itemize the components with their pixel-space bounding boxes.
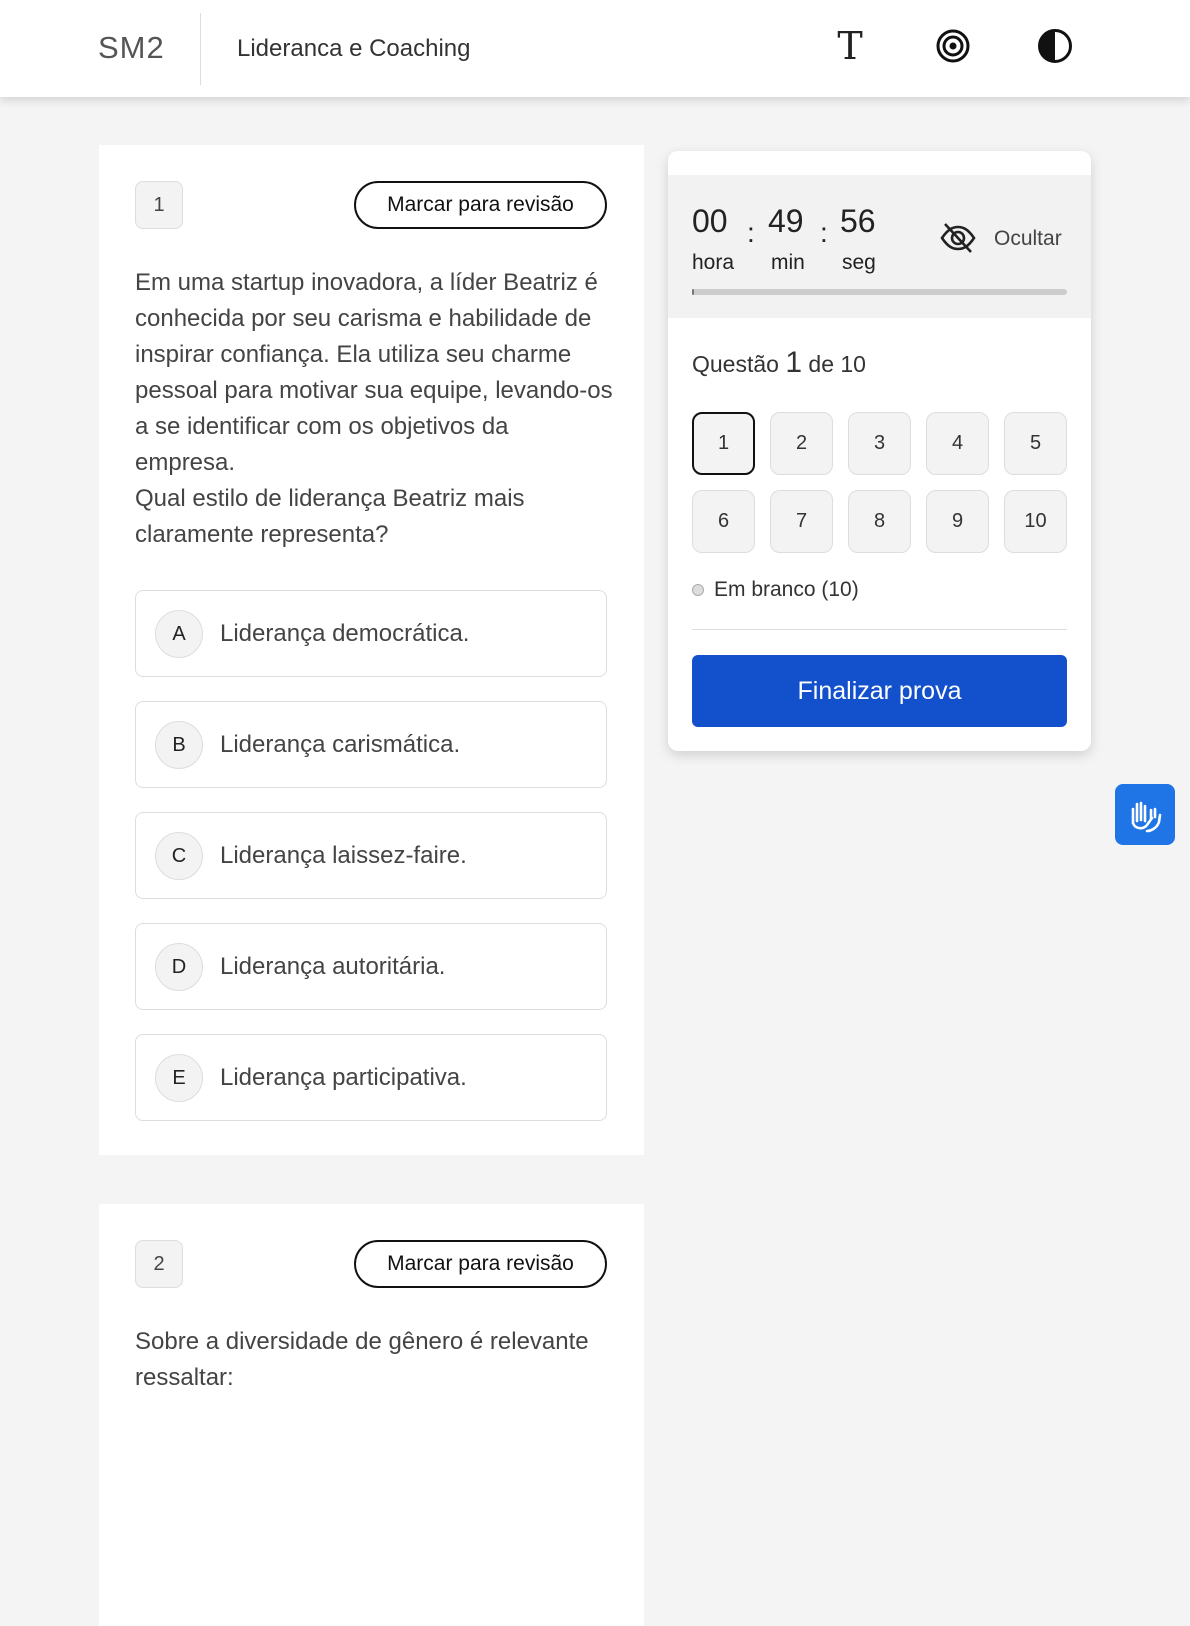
timer-minutes-label: min	[771, 251, 805, 274]
counter-suffix: de 10	[808, 351, 866, 377]
counter-prefix: Questão	[692, 351, 779, 377]
course-title: Lideranca e Coaching	[237, 35, 471, 62]
counter-current: 1	[785, 346, 803, 379]
question-statement: Em uma startup inovadora, a líder Beatriz é conhecida por seu carisma e habilidade de inspirar confiança. Ela utiliza seu charme pessoal para motivar sua equipe, levando-os a se identificar com os objetivos da empresa.	[135, 269, 613, 476]
nav-question-10[interactable]: 10	[1004, 490, 1067, 553]
timer-minutes: 49	[768, 203, 804, 239]
option-letter: D	[155, 943, 203, 991]
time-progress-fill	[692, 289, 694, 295]
option-d[interactable]	[135, 923, 607, 1010]
nav-question-6[interactable]: 6	[692, 490, 755, 553]
timer-separator: :	[747, 217, 755, 248]
finish-exam-button[interactable]: Finalizar prova	[692, 655, 1067, 727]
question-text	[135, 265, 615, 553]
nav-question-7[interactable]: 7	[770, 490, 833, 553]
option-letter: B	[155, 721, 203, 769]
question-card-1	[99, 145, 644, 1155]
timer-seconds-label: seg	[842, 251, 876, 274]
time-progress-bar	[692, 289, 1067, 295]
nav-question-4[interactable]: 4	[926, 412, 989, 475]
timer-seconds: 56	[840, 203, 876, 239]
option-letter: A	[155, 610, 203, 658]
header-divider	[200, 13, 201, 85]
exam-panel	[668, 151, 1091, 751]
nav-question-1[interactable]: 1	[692, 412, 755, 475]
brand-logo: SM2	[98, 30, 165, 65]
option-text: Liderança carismática.	[220, 731, 461, 758]
text-size-icon[interactable]: T	[837, 24, 863, 68]
option-c[interactable]	[135, 812, 607, 899]
option-text: Liderança autoritária.	[220, 953, 446, 980]
option-letter: E	[155, 1054, 203, 1102]
option-a[interactable]	[135, 590, 607, 677]
option-text: Liderança participativa.	[220, 1064, 467, 1091]
question-prompt: Qual estilo de liderança Beatriz mais claramente representa?	[135, 485, 525, 548]
blank-legend-dot	[692, 584, 704, 596]
question-card-2	[99, 1204, 644, 1626]
contrast-icon[interactable]	[1035, 26, 1075, 66]
option-e[interactable]	[135, 1034, 607, 1121]
nav-question-3[interactable]: 3	[848, 412, 911, 475]
nav-question-2[interactable]: 2	[770, 412, 833, 475]
nav-question-8[interactable]: 8	[848, 490, 911, 553]
mark-for-review-button[interactable]: Marcar para revisão	[354, 1240, 607, 1288]
question-number: 1	[135, 181, 183, 229]
mark-for-review-button[interactable]: Marcar para revisão	[354, 181, 607, 229]
timer	[668, 175, 1091, 318]
blank-legend-label: Em branco (10)	[714, 578, 859, 601]
option-b[interactable]	[135, 701, 607, 788]
question-statement: Sobre a diversidade de gênero é relevante ressaltar:	[135, 1328, 589, 1391]
timer-hours-label: hora	[692, 251, 735, 274]
sign-language-icon[interactable]	[1115, 784, 1175, 845]
panel-divider	[692, 629, 1067, 630]
question-counter	[692, 346, 866, 380]
top-header	[0, 0, 1190, 97]
option-text: Liderança laissez-faire.	[220, 842, 467, 869]
option-text: Liderança democrática.	[220, 620, 470, 647]
target-icon[interactable]	[933, 26, 973, 66]
question-text	[135, 1324, 615, 1396]
timer-hours: 00	[692, 203, 728, 239]
nav-question-9[interactable]: 9	[926, 490, 989, 553]
timer-separator: :	[820, 217, 828, 248]
option-letter: C	[155, 832, 203, 880]
question-number: 2	[135, 1240, 183, 1288]
eye-off-icon[interactable]	[939, 219, 977, 257]
hide-timer-button[interactable]: Ocultar	[994, 227, 1062, 250]
nav-question-5[interactable]: 5	[1004, 412, 1067, 475]
